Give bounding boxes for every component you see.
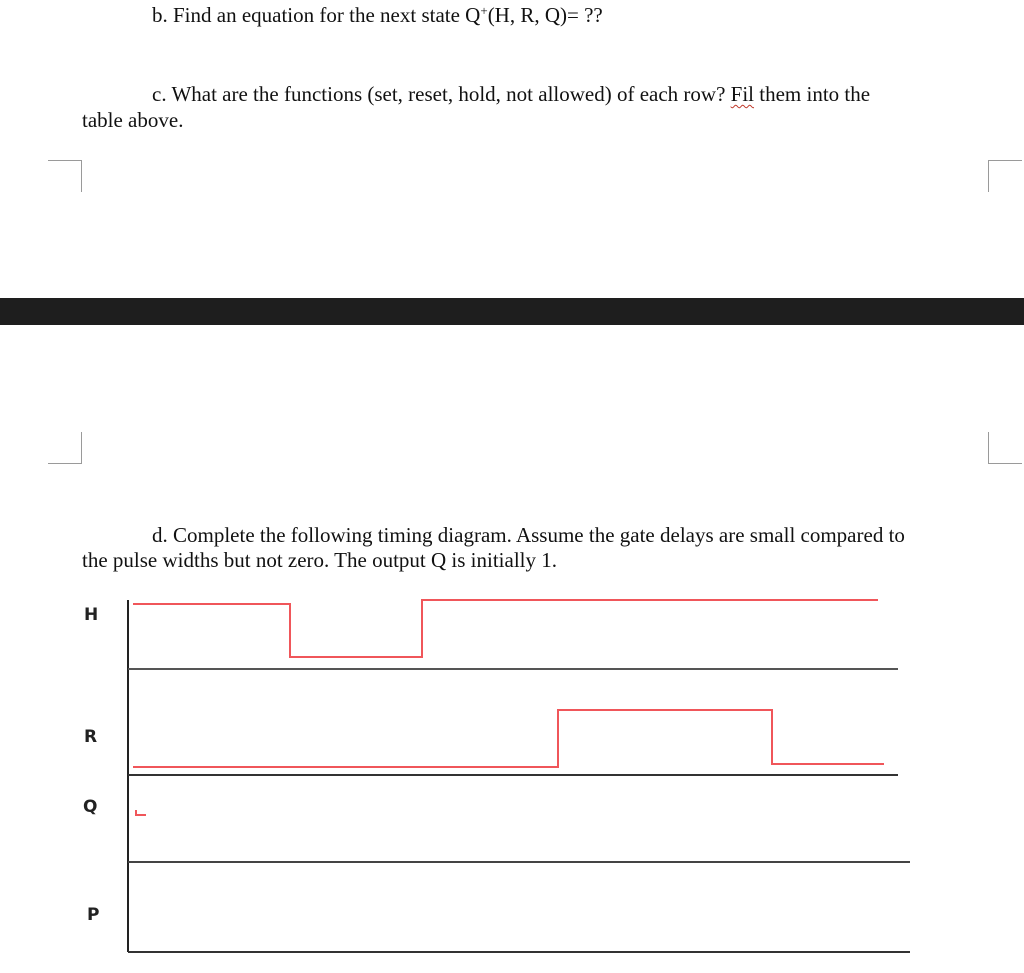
superscript-plus: +	[480, 3, 488, 18]
question-d-line2: the pulse widths but not zero. The output Q is initially 1.	[82, 548, 557, 572]
question-c-line2: table above.	[82, 108, 184, 132]
spellcheck-flagged-word[interactable]: Fil	[730, 82, 755, 106]
signal-label-p: P	[87, 905, 100, 925]
question-c-line1: c. What are the functions (set, reset, hold, not allowed) of each row? Fil them into the	[152, 82, 871, 106]
waveform-r	[133, 710, 884, 767]
waveform-h	[133, 600, 878, 657]
signal-label-r: R	[84, 727, 98, 747]
question-d-line1: d. Complete the following timing diagram. Assume the gate delays are small compared to	[152, 523, 905, 547]
signal-label-q: Q	[83, 797, 98, 817]
signal-label-h: H	[84, 605, 99, 625]
waveform-q-initial	[136, 810, 146, 815]
question-b: b. Find an equation for the next state Q+(H, R, Q)= ??	[152, 3, 603, 27]
